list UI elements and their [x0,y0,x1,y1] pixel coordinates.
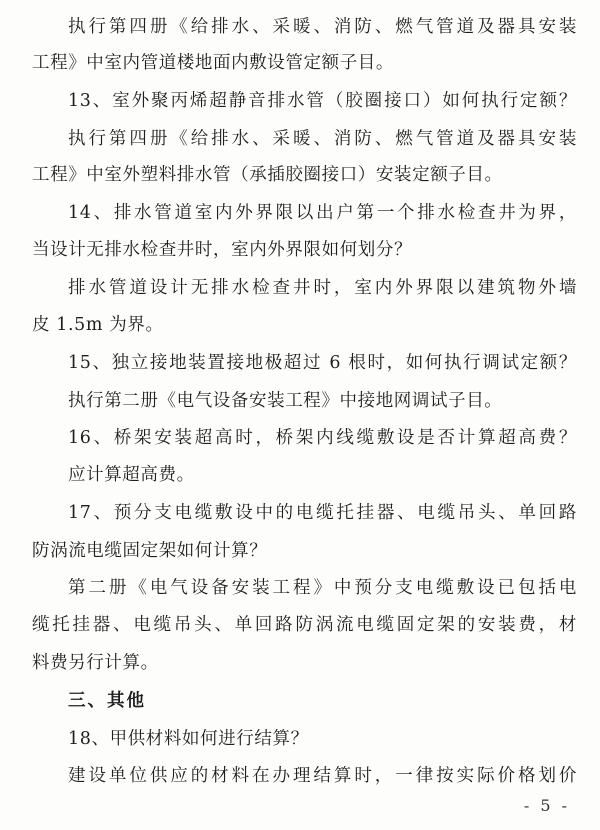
text-line: 第二册《电气设备安装工程》中预分支电缆敷设已包括电 [68,578,577,598]
question-13: 13、室外聚丙烯超静音排水管（胶圈接口）如何执行定额？ [68,91,577,111]
section-heading: 三、其他 [68,691,146,711]
question-18: 18、甲供材料如何进行结算？ [68,729,309,749]
page-number: - 5 - [523,796,570,815]
question-17: 17、预分支电缆敷设中的电缆托挂器、电缆吊头、单回路 [68,503,577,523]
text-line: 建设单位供应的材料在办理结算时，一律按实际价格划价 [68,766,577,786]
text-line: 执行第四册《给排水、采暖、消防、燃气管道及器具安装 [68,129,577,149]
text-line: 工程》中室外塑料排水管（承插胶圈接口）安装定额子目。 [32,165,503,185]
text-line: 应计算超高费。 [68,465,195,485]
question-16: 16、桥架安装超高时，桥架内线缆敷设是否计算超高费？ [68,428,577,448]
text-line: 执行第二册《电气设备安装工程》中接地网调试子目。 [68,391,503,411]
text-line: 料费另行计算。 [32,653,159,673]
question-14: 14、排水管道室内外界限以出户第一个排水检查井为界， [68,203,577,223]
text-line: 防涡流电缆固定架如何计算？ [32,541,268,561]
text-line: 当设计无排水检查井时，室内外界限如何划分？ [32,240,413,260]
text-line: 执行第四册《给排水、采暖、消防、燃气管道及器具安装 [68,17,577,37]
text-line: 皮 1.5m 为界。 [32,315,164,335]
question-15: 15、独立接地装置接地极超过 6 根时，如何执行调试定额？ [68,353,577,373]
text-line: 缆托挂器、电缆吊头、单回路防涡流电缆固定架的安装费，材 [32,615,577,635]
text-line: 排水管道设计无排水检查井时，室内外界限以建筑物外墙 [68,278,577,298]
text-line: 工程》中室内管道楼地面内敷设管定额子目。 [32,53,394,73]
